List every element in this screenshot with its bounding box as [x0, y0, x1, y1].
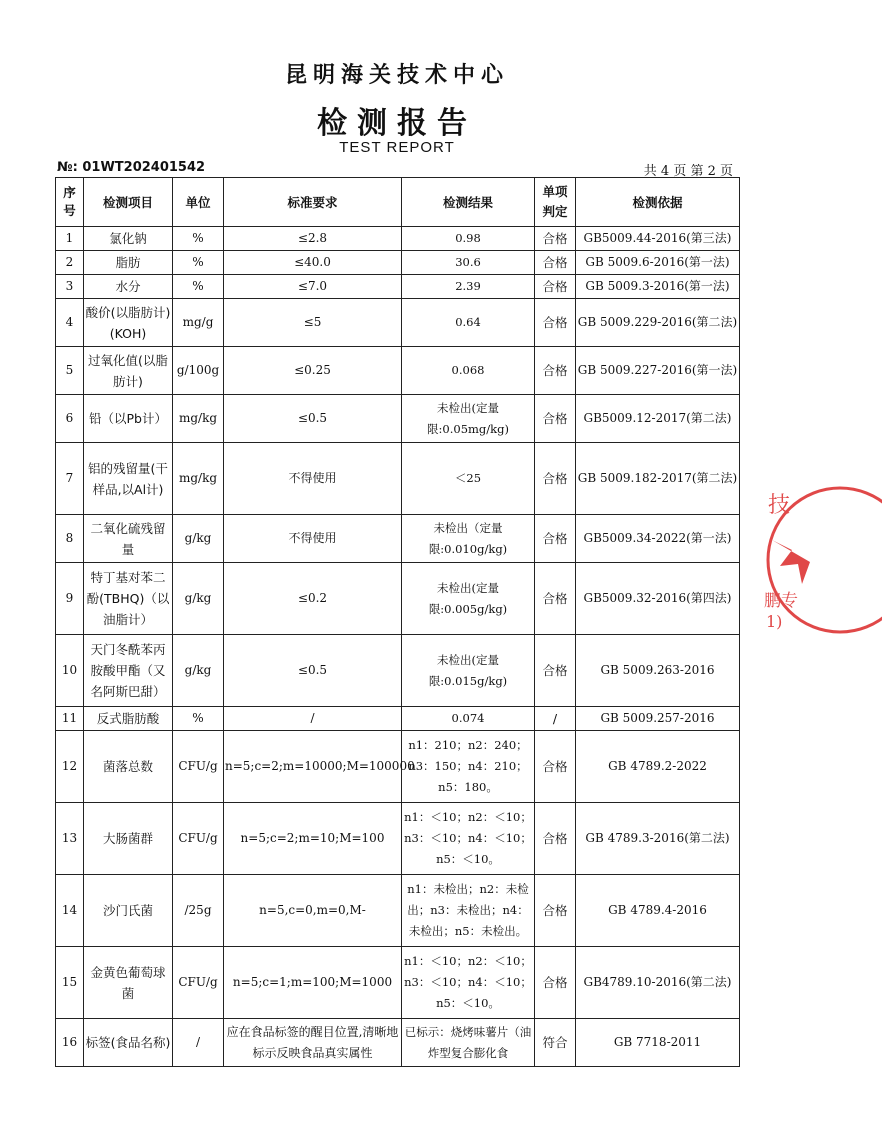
results-table: [55, 177, 740, 1067]
test-basis: GB 5009.3-2016(第一法): [576, 275, 740, 299]
stamp-text: 鹏专: [764, 591, 798, 611]
row-number: 15: [56, 947, 84, 1019]
unit: %: [173, 227, 224, 251]
row-number: 8: [56, 515, 84, 563]
test-basis: GB 5009.227-2016(第一法): [576, 347, 740, 395]
unit: %: [173, 707, 224, 731]
table-row: [56, 563, 740, 635]
organization-name: 昆明海关技术中心: [284, 62, 509, 88]
judgement: 合格: [535, 443, 576, 515]
judgement: 合格: [535, 515, 576, 563]
test-basis: GB 5009.263-2016: [576, 635, 740, 707]
standard-requirement: ≤0.5: [224, 395, 402, 443]
standard-requirement: 不得使用: [224, 443, 402, 515]
table-row: [56, 947, 740, 1019]
unit: g/kg: [173, 563, 224, 635]
test-item: 脂肪: [84, 251, 173, 275]
unit: mg/g: [173, 299, 224, 347]
test-result: 0.64: [402, 299, 535, 347]
test-item: 氯化钠: [84, 227, 173, 251]
column-header: 检测项目: [84, 178, 173, 227]
judgement: /: [535, 707, 576, 731]
column-header: 单项判定: [535, 178, 576, 227]
test-item: 金黄色葡萄球菌: [84, 947, 173, 1019]
test-basis: GB5009.32-2016(第四法): [576, 563, 740, 635]
row-number: 14: [56, 875, 84, 947]
judgement: 合格: [535, 731, 576, 803]
test-result: 未检出(定量限:0.05mg/kg): [402, 395, 535, 443]
test-result: 0.068: [402, 347, 535, 395]
report-number: №: 01WT202401542: [57, 160, 206, 175]
test-item: 菌落总数: [84, 731, 173, 803]
table-row: [56, 731, 740, 803]
test-basis: GB 5009.257-2016: [576, 707, 740, 731]
test-basis: GB5009.44-2016(第三法): [576, 227, 740, 251]
table-row: [56, 803, 740, 875]
page-info: 共 4 页 第 2 页: [643, 164, 733, 179]
row-number: 12: [56, 731, 84, 803]
table-row: [56, 635, 740, 707]
unit: %: [173, 251, 224, 275]
table-row: [56, 299, 740, 347]
test-result: n1：未检出；n2：未检出；n3：未检出；n4：未检出；n5：未检出。: [402, 875, 535, 947]
test-basis: GB 4789.2-2022: [576, 731, 740, 803]
test-item: 反式脂肪酸: [84, 707, 173, 731]
standard-requirement: 应在食品标签的醒目位置,清晰地标示反映食品真实属性: [224, 1019, 402, 1067]
column-header: 序号: [56, 178, 84, 227]
test-basis: GB 7718-2011: [576, 1019, 740, 1067]
row-number: 16: [56, 1019, 84, 1067]
standard-requirement: ≤40.0: [224, 251, 402, 275]
judgement: 合格: [535, 227, 576, 251]
standard-requirement: /: [224, 707, 402, 731]
unit: /25g: [173, 875, 224, 947]
judgement: 合格: [535, 395, 576, 443]
judgement: 合格: [535, 803, 576, 875]
report-title: 检测报告: [317, 106, 477, 141]
test-item: 沙门氏菌: [84, 875, 173, 947]
test-item: 水分: [84, 275, 173, 299]
test-result: 未检出（定量限:0.010g/kg): [402, 515, 535, 563]
test-result: n1：＜10；n2：＜10；n3：＜10；n4：＜10；n5：＜10。: [402, 803, 535, 875]
unit: g/kg: [173, 515, 224, 563]
test-basis: GB4789.10-2016(第二法): [576, 947, 740, 1019]
test-basis: GB 5009.229-2016(第二法): [576, 299, 740, 347]
test-result: n1：＜10；n2：＜10；n3：＜10；n4：＜10；n5：＜10。: [402, 947, 535, 1019]
test-basis: GB 5009.182-2017(第二法): [576, 443, 740, 515]
column-header: 标准要求: [224, 178, 402, 227]
judgement: 合格: [535, 299, 576, 347]
row-number: 1: [56, 227, 84, 251]
judgement: 合格: [535, 347, 576, 395]
test-result: ＜25: [402, 443, 535, 515]
column-header: 检测结果: [402, 178, 535, 227]
row-number: 9: [56, 563, 84, 635]
row-number: 4: [56, 299, 84, 347]
stamp-star-icon: [772, 540, 810, 584]
unit: CFU/g: [173, 731, 224, 803]
unit: mg/kg: [173, 443, 224, 515]
unit: g/100g: [173, 347, 224, 395]
unit: %: [173, 275, 224, 299]
test-item: 铅（以Pb计）: [84, 395, 173, 443]
stamp-text: 1): [766, 612, 783, 631]
test-item: 大肠菌群: [84, 803, 173, 875]
test-basis: GB5009.34-2022(第一法): [576, 515, 740, 563]
unit: g/kg: [173, 635, 224, 707]
table-row: [56, 515, 740, 563]
row-number: 3: [56, 275, 84, 299]
test-item: 天门冬酰苯丙胺酸甲酯（又名阿斯巴甜）: [84, 635, 173, 707]
standard-requirement: n=5;c=1;m=100;M=1000: [224, 947, 402, 1019]
table-row: [56, 251, 740, 275]
table-row: [56, 875, 740, 947]
test-result: 30.6: [402, 251, 535, 275]
judgement: 合格: [535, 947, 576, 1019]
test-result: 2.39: [402, 275, 535, 299]
test-result: 0.074: [402, 707, 535, 731]
test-item: 二氧化硫残留量: [84, 515, 173, 563]
test-basis: GB 4789.4-2016: [576, 875, 740, 947]
standard-requirement: ≤0.25: [224, 347, 402, 395]
test-result: 未检出(定量限:0.005g/kg): [402, 563, 535, 635]
test-item: 标签(食品名称): [84, 1019, 173, 1067]
unit: CFU/g: [173, 803, 224, 875]
unit: CFU/g: [173, 947, 224, 1019]
column-header: 检测依据: [576, 178, 740, 227]
unit: mg/kg: [173, 395, 224, 443]
test-basis: GB 5009.6-2016(第一法): [576, 251, 740, 275]
table-row: [56, 395, 740, 443]
judgement: 合格: [535, 251, 576, 275]
standard-requirement: ≤7.0: [224, 275, 402, 299]
row-number: 11: [56, 707, 84, 731]
test-result: 0.98: [402, 227, 535, 251]
row-number: 13: [56, 803, 84, 875]
standard-requirement: ≤0.2: [224, 563, 402, 635]
judgement: 合格: [535, 563, 576, 635]
test-result: 未检出(定量限:0.015g/kg): [402, 635, 535, 707]
test-item: 特丁基对苯二酚(TBHQ)（以油脂计）: [84, 563, 173, 635]
standard-requirement: n=5;c=2;m=10;M=100: [224, 803, 402, 875]
red-seal-stamp: [762, 480, 882, 640]
table-row: [56, 347, 740, 395]
standard-requirement: ≤5: [224, 299, 402, 347]
row-number: 10: [56, 635, 84, 707]
table-header-row: [56, 178, 740, 227]
column-header: 单位: [173, 178, 224, 227]
table-row: [56, 1019, 740, 1067]
test-basis: GB5009.12-2017(第二法): [576, 395, 740, 443]
row-number: 7: [56, 443, 84, 515]
report-subtitle: TEST REPORT: [339, 139, 455, 156]
stamp-text: 技: [768, 493, 791, 518]
standard-requirement: ≤2.8: [224, 227, 402, 251]
judgement: 合格: [535, 275, 576, 299]
test-basis: GB 4789.3-2016(第二法): [576, 803, 740, 875]
standard-requirement: n=5;c=2;m=10000;M=100000: [224, 731, 402, 803]
test-item: 酸价(以脂肪计)(KOH): [84, 299, 173, 347]
table-row: [56, 275, 740, 299]
test-result: n1：210；n2：240；n3：150；n4：210；n5：180。: [402, 731, 535, 803]
test-item: 铝的残留量(干样品,以Al计): [84, 443, 173, 515]
test-result: 已标示：烧烤味薯片（油炸型复合膨化食: [402, 1019, 535, 1067]
table-row: [56, 227, 740, 251]
judgement: 合格: [535, 635, 576, 707]
row-number: 6: [56, 395, 84, 443]
standard-requirement: ≤0.5: [224, 635, 402, 707]
row-number: 5: [56, 347, 84, 395]
standard-requirement: n=5,c=0,m=0,M-: [224, 875, 402, 947]
standard-requirement: 不得使用: [224, 515, 402, 563]
row-number: 2: [56, 251, 84, 275]
test-item: 过氧化值(以脂肪计): [84, 347, 173, 395]
table-row: [56, 443, 740, 515]
unit: /: [173, 1019, 224, 1067]
table-row: [56, 707, 740, 731]
judgement: 合格: [535, 875, 576, 947]
judgement: 符合: [535, 1019, 576, 1067]
